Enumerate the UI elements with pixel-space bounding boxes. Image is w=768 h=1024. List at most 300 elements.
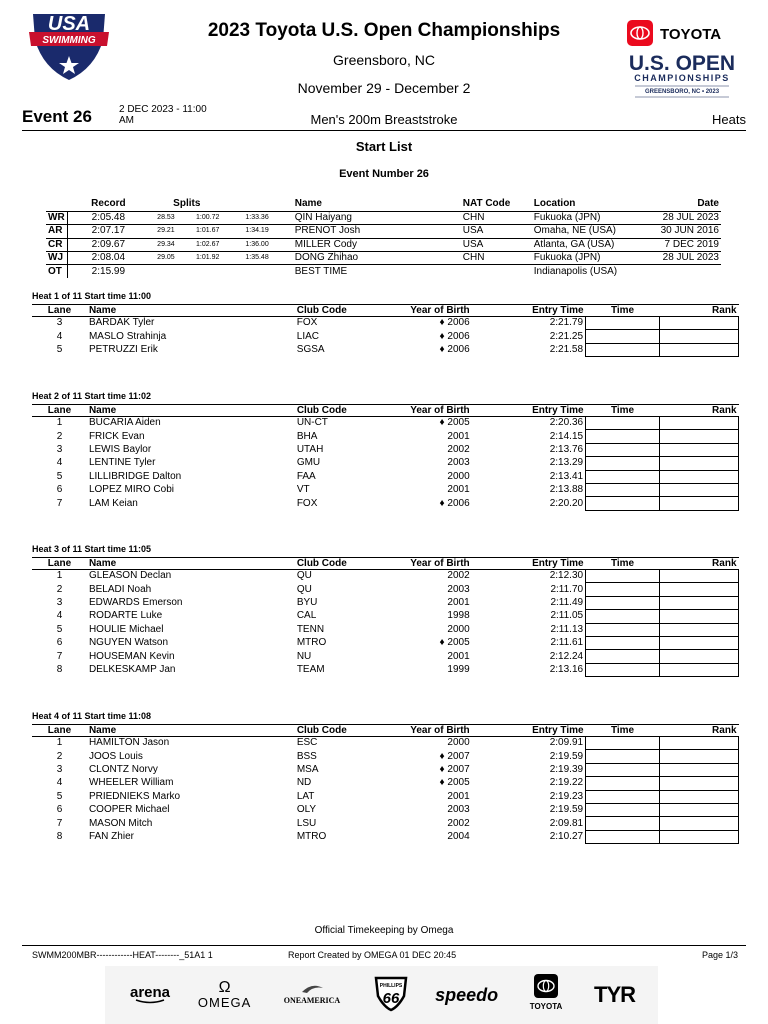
record-split-3 [243, 265, 292, 278]
year-of-birth: 2000 [447, 470, 470, 482]
record-split-1: 29.05 [157, 254, 175, 262]
record-location: Fukuoka (JPN) [533, 212, 601, 224]
event-datetime-line2: AM [119, 115, 134, 126]
lane: 8 [56, 830, 63, 842]
club-code: QU [296, 570, 312, 582]
rank [660, 443, 739, 456]
entry-time: 2:19.39 [549, 763, 584, 775]
result-time [586, 457, 660, 470]
heat-header-row [32, 405, 739, 417]
heat-header-club-code: Club Code [295, 725, 367, 737]
entry-time: 2:20.36 [549, 417, 584, 429]
swimmer-name: MASLO Strahinja [88, 330, 167, 342]
entry-time: 2:13.16 [549, 663, 584, 675]
year-of-birth: ♦ 2005 [439, 777, 470, 789]
heat-header-swimmer-name: Name [87, 558, 295, 570]
year-of-birth: 2002 [447, 443, 470, 455]
lane: 6 [56, 484, 63, 496]
result-time [586, 443, 660, 456]
swimmer-name: JOOS Louis [88, 750, 143, 762]
lane: 7 [56, 497, 63, 509]
year-of-birth: ♦ 2005 [439, 637, 470, 649]
record-time: 2:09.67 [91, 238, 126, 250]
year-of-birth: ♦ 2006 [439, 330, 470, 342]
club-code: SGSA [296, 343, 325, 355]
record-holder-name: MILLER Cody [294, 238, 357, 250]
page-title: 2023 Toyota U.S. Open Championships [207, 20, 561, 41]
record-location: Fukuoka (JPN) [533, 252, 601, 264]
club-code: FOX [296, 497, 318, 509]
entry-time: 2:19.23 [549, 790, 584, 802]
event-datetime-line1: 2 DEC 2023 - 11:00 [119, 104, 207, 115]
rank [660, 750, 739, 763]
lane: 6 [56, 804, 63, 816]
toyota-us-open-logo [623, 18, 741, 100]
result-time [586, 570, 660, 583]
entry-time: 2:09.81 [549, 817, 584, 829]
record-time: 2:15.99 [91, 265, 126, 277]
result-time [586, 777, 660, 790]
record-location: Indianapolis (USA) [533, 265, 618, 277]
heat-table [32, 404, 739, 511]
club-code: ESC [296, 737, 318, 749]
swimmer-row [32, 317, 739, 330]
lane: 7 [56, 650, 63, 662]
swimmer-name: CLONTZ Norvy [88, 763, 158, 775]
year-of-birth: 2000 [447, 623, 470, 635]
rank [660, 583, 739, 596]
result-time [586, 663, 660, 676]
phillips66-logo [373, 974, 409, 1017]
record-row [46, 252, 721, 265]
entry-time: 2:09.91 [549, 737, 584, 749]
entry-time: 2:19.59 [549, 804, 584, 816]
rank [660, 817, 739, 830]
lane: 5 [56, 470, 63, 482]
record-date: 7 DEC 2019 [664, 238, 719, 250]
lane: 5 [56, 790, 63, 802]
entry-time: 2:13.29 [549, 457, 584, 469]
record-split-1: 29.21 [157, 227, 175, 235]
arena-logo [128, 982, 172, 1009]
year-of-birth: 2001 [447, 484, 470, 496]
swimmer-row [32, 663, 739, 676]
usa-logo-word: USA [47, 13, 91, 35]
result-time [586, 623, 660, 636]
oneamerica-logo [277, 980, 347, 1011]
footer-divider [22, 945, 746, 946]
meet-location: Greensboro, NC [333, 52, 435, 68]
swimmer-row [32, 737, 739, 750]
entry-time: 2:11.49 [550, 596, 584, 608]
swimming-logo-word: SWIMMING [42, 35, 96, 46]
record-location: Atlanta, GA (USA) [533, 238, 615, 250]
entry-time: 2:21.58 [549, 343, 584, 355]
rank [660, 803, 739, 816]
record-nat-code: CHN [462, 212, 485, 224]
club-code: FOX [296, 317, 318, 329]
records-header-row [46, 198, 721, 211]
year-of-birth: ♦ 2005 [439, 417, 470, 429]
result-time [586, 803, 660, 816]
record-holder-name: QIN Haiyang [294, 212, 352, 224]
swimmer-name: EDWARDS Emerson [88, 596, 183, 608]
records-header-nat: NAT Code [462, 198, 511, 210]
result-time [586, 750, 660, 763]
record-split-3: 1:33.36 [245, 214, 269, 222]
swimmer-name: BELADI Noah [88, 583, 152, 595]
club-code: FAA [296, 470, 316, 482]
club-code: UTAH [296, 443, 324, 455]
lane: 2 [56, 750, 63, 762]
swimmer-name: HOUSEMAN Kevin [88, 650, 175, 662]
lane: 3 [56, 596, 63, 608]
year-of-birth: ♦ 2007 [439, 750, 470, 762]
club-code: QU [296, 583, 312, 595]
lane: 5 [56, 343, 63, 355]
record-date: 30 JUN 2016 [660, 225, 719, 237]
result-time [586, 650, 660, 663]
club-code: BHA [296, 430, 318, 442]
swimmer-name: BUCARIA Aiden [88, 417, 161, 429]
club-code: MTRO [296, 637, 327, 649]
swimmer-row [32, 443, 739, 456]
swimmer-name: LAM Keian [88, 497, 138, 509]
heat-section [32, 544, 739, 677]
club-code: LAT [296, 790, 315, 802]
swimmer-row [32, 817, 739, 830]
record-split-3: 1:36.00 [245, 240, 269, 248]
lane: 4 [56, 610, 63, 622]
entry-time: 2:21.25 [549, 330, 584, 342]
result-time [586, 737, 660, 750]
heat-header-entry-time: Entry Time [472, 558, 586, 570]
record-split-1: 28.53 [157, 214, 175, 222]
heat-header-year-of-birth: Year of Birth [367, 405, 472, 417]
heat-table [32, 304, 739, 357]
swimmer-name: MASON Mitch [88, 817, 153, 829]
heat-section [32, 711, 739, 844]
rank [660, 650, 739, 663]
record-split-2 [194, 265, 243, 278]
swimmer-name: PRIEDNIEKS Marko [88, 790, 181, 802]
event-number-label: Event Number 26 [339, 168, 429, 180]
oneamerica-word: ONEAMERICA [284, 995, 341, 1005]
heat-header-rank: Rank [660, 305, 739, 317]
year-of-birth: 2001 [447, 650, 470, 662]
lane: 3 [56, 443, 63, 455]
heat-header-lane: Lane [32, 558, 87, 570]
rank [660, 636, 739, 649]
heat-header-swimmer-name: Name [87, 405, 295, 417]
heat-header-club-code: Club Code [295, 405, 367, 417]
arena-word: arena [129, 983, 170, 1001]
swimmer-row [32, 330, 739, 343]
record-row [46, 225, 721, 238]
record-code: AR [46, 225, 67, 238]
record-date [652, 265, 721, 278]
result-time [586, 330, 660, 343]
championships-word: CHAMPIONSHIPS [634, 73, 730, 83]
swimmer-name: FAN Zhier [88, 830, 134, 842]
club-code: OLY [296, 804, 317, 816]
swimmer-row [32, 483, 739, 496]
rank [660, 343, 739, 356]
lane: 2 [56, 430, 63, 442]
rank [660, 330, 739, 343]
record-holder-name: PRENOT Josh [294, 225, 361, 237]
rank [660, 790, 739, 803]
tyr-logo: TYR [594, 982, 636, 1007]
year-of-birth: ♦ 2007 [439, 763, 470, 775]
record-code: WR [46, 211, 67, 224]
record-row [46, 238, 721, 251]
swimmer-name: BARDAK Tyler [88, 317, 155, 329]
rank [660, 483, 739, 496]
entry-time: 2:11.70 [550, 583, 584, 595]
heat-header-swimmer-name: Name [87, 725, 295, 737]
rank [660, 777, 739, 790]
heat-header-year-of-birth: Year of Birth [367, 558, 472, 570]
swimmer-name: WHEELER William [88, 777, 174, 789]
swimmer-name: HOULIE Michael [88, 623, 164, 635]
club-code: TEAM [296, 663, 325, 675]
start-list-title: Start List [355, 139, 413, 154]
swimmer-row [32, 497, 739, 510]
club-code: CAL [296, 610, 317, 622]
year-of-birth: 2004 [447, 830, 470, 842]
year-of-birth: 2000 [447, 737, 470, 749]
records-header-splits: Splits [173, 198, 201, 210]
swimmer-name: HAMILTON Jason [88, 737, 170, 749]
entry-time: 2:20.20 [549, 497, 584, 509]
lane: 3 [56, 763, 63, 775]
speedo-logo: speedo [435, 984, 499, 1005]
swimmer-row [32, 596, 739, 609]
entry-time: 2:13.76 [549, 443, 584, 455]
swimmer-name: COOPER Michael [88, 804, 170, 816]
club-code: LIAC [296, 330, 320, 342]
year-of-birth: 2003 [447, 804, 470, 816]
club-code: TENN [296, 623, 325, 635]
swimmer-row [32, 430, 739, 443]
swimmer-name: FRICK Evan [88, 430, 145, 442]
result-time [586, 317, 660, 330]
entry-time: 2:12.30 [549, 570, 584, 582]
records-header-name: Name [294, 198, 322, 210]
entry-time: 2:19.22 [549, 777, 584, 789]
record-code: CR [46, 238, 67, 251]
heat-header-lane: Lane [32, 405, 87, 417]
result-time [586, 583, 660, 596]
entry-time: 2:11.13 [550, 623, 584, 635]
heat-header-club-code: Club Code [295, 305, 367, 317]
lane: 1 [56, 570, 63, 582]
event-number: Event 26 [22, 107, 92, 126]
omega-symbol: Ω [218, 978, 231, 996]
swimmer-row [32, 570, 739, 583]
records-header-record: Record [91, 198, 126, 210]
record-date: 28 JUL 2023 [662, 212, 719, 224]
swimmer-row [32, 623, 739, 636]
heat-header-rank: Rank [660, 725, 739, 737]
heat-title: Heat 3 of 11 Start time 11:05 [32, 544, 152, 554]
rank [660, 570, 739, 583]
lane: 6 [56, 637, 63, 649]
lane: 4 [56, 457, 63, 469]
entry-time: 2:13.41 [549, 470, 584, 482]
heat-header-club-code: Club Code [295, 558, 367, 570]
phillips-word: PHILLIPS [379, 982, 403, 989]
heat-section [32, 391, 739, 511]
club-code: BYU [296, 596, 318, 608]
record-time: 2:05.48 [91, 212, 126, 224]
records-header-date: Date [697, 198, 719, 210]
entry-time: 2:11.61 [550, 637, 584, 649]
club-code: MTRO [296, 830, 327, 842]
rank [660, 763, 739, 776]
swimmer-row [32, 777, 739, 790]
record-nat-code: USA [462, 238, 484, 250]
toyota-sponsor-logo [524, 974, 568, 1017]
swimmer-row [32, 790, 739, 803]
club-code: ND [296, 777, 312, 789]
rank [660, 457, 739, 470]
lane: 5 [56, 623, 63, 635]
heat-header-lane: Lane [32, 725, 87, 737]
heat-title: Heat 2 of 11 Start time 11:02 [32, 391, 152, 401]
record-time: 2:08.04 [91, 252, 126, 264]
entry-time: 2:19.59 [549, 750, 584, 762]
result-time [586, 830, 660, 843]
entry-time: 2:10.27 [549, 830, 584, 842]
heat-header-year-of-birth: Year of Birth [367, 305, 472, 317]
rank [660, 737, 739, 750]
rank [660, 830, 739, 843]
report-created: Report Created by OMEGA 01 DEC 20:45 [288, 950, 457, 960]
result-time [586, 636, 660, 649]
records-header-location: Location [533, 198, 576, 210]
rank [660, 497, 739, 510]
heat-section [32, 291, 739, 357]
page-number: Page 1/3 [701, 950, 738, 960]
swimmer-row [32, 763, 739, 776]
header-divider [22, 130, 746, 131]
swimmer-name: RODARTE Luke [88, 610, 163, 622]
heat-header-year-of-birth: Year of Birth [367, 725, 472, 737]
record-nat-code: USA [462, 225, 484, 237]
result-time [586, 470, 660, 483]
record-nat-code: CHN [462, 252, 485, 264]
result-time [586, 817, 660, 830]
record-location: Omaha, NE (USA) [533, 225, 616, 237]
record-split-2: 1:02.67 [196, 240, 220, 248]
record-split-2: 1:01.67 [196, 227, 220, 235]
record-row [46, 265, 721, 278]
entry-time: 2:11.05 [550, 610, 584, 622]
record-holder-name: DONG Zhihao [294, 252, 359, 264]
us-open-word: U.S. OPEN [628, 52, 736, 75]
swimmer-row [32, 610, 739, 623]
club-code: LSU [296, 817, 317, 829]
record-split-1 [155, 265, 194, 278]
record-row [46, 211, 721, 224]
year-of-birth: 2003 [447, 457, 470, 469]
record-date: 28 JUL 2023 [662, 252, 719, 264]
club-code: NU [296, 650, 312, 662]
lane: 4 [56, 330, 63, 342]
record-split-2: 1:01.92 [196, 254, 220, 262]
toyota-sponsor-word: TOYOTA [529, 1001, 563, 1011]
swimmer-row [32, 343, 739, 356]
year-of-birth: 2002 [447, 570, 470, 582]
lane: 8 [56, 663, 63, 675]
swimmer-row [32, 803, 739, 816]
result-time [586, 610, 660, 623]
rank [660, 430, 739, 443]
swimmer-row [32, 417, 739, 430]
lane: 2 [56, 583, 63, 595]
swimmer-row [32, 650, 739, 663]
record-time: 2:07.17 [91, 225, 126, 237]
lane: 1 [56, 417, 63, 429]
heat-header-rank: Rank [660, 405, 739, 417]
club-code: MSA [296, 763, 319, 775]
swimmer-name: GLEASON Declan [88, 570, 172, 582]
event-round: Heats [712, 112, 746, 127]
omega-word: OMEGA [197, 994, 252, 1010]
swimmer-row [32, 583, 739, 596]
year-of-birth: 2001 [447, 790, 470, 802]
heat-table [32, 557, 739, 677]
record-split-3: 1:35.48 [245, 254, 269, 262]
swimmer-row [32, 457, 739, 470]
year-of-birth: ♦ 2006 [439, 497, 470, 509]
record-split-3: 1:34.19 [245, 227, 269, 235]
heat-title: Heat 4 of 11 Start time 11:08 [32, 711, 152, 721]
result-time [586, 790, 660, 803]
swimmer-name: DELKESKAMP Jan [88, 663, 176, 675]
heat-header-row [32, 558, 739, 570]
club-code: BSS [296, 750, 317, 762]
year-of-birth: 1999 [447, 663, 470, 675]
year-of-birth: ♦ 2006 [439, 317, 470, 329]
swimmer-row [32, 470, 739, 483]
record-holder-name: BEST TIME [294, 265, 348, 277]
record-split-1: 29.34 [157, 240, 175, 248]
club-code: UN-CT [296, 417, 328, 429]
entry-time: 2:21.79 [549, 317, 584, 329]
meet-dates: November 29 - December 2 [297, 80, 471, 96]
rank [660, 596, 739, 609]
result-time [586, 483, 660, 496]
lane: 7 [56, 817, 63, 829]
entry-time: 2:12.24 [549, 650, 584, 662]
toyota-brand: TOYOTA [660, 26, 722, 43]
swimmer-row [32, 750, 739, 763]
heat-header-entry-time: Entry Time [472, 305, 586, 317]
rank [660, 470, 739, 483]
year-of-birth: 2002 [447, 817, 470, 829]
entry-time: 2:14.15 [549, 430, 584, 442]
swimmer-name: LEWIS Baylor [88, 443, 152, 455]
report-code: SWMM200MBR------------HEAT--------_51A1 1 [32, 950, 213, 960]
sponsor-bar [105, 966, 658, 1024]
heat-title: Heat 1 of 11 Start time 11:00 [32, 291, 152, 301]
heat-header-entry-time: Entry Time [472, 725, 586, 737]
greensboro-word: GREENSBORO, NC • 2023 [644, 89, 720, 95]
year-of-birth: ♦ 2006 [439, 343, 470, 355]
